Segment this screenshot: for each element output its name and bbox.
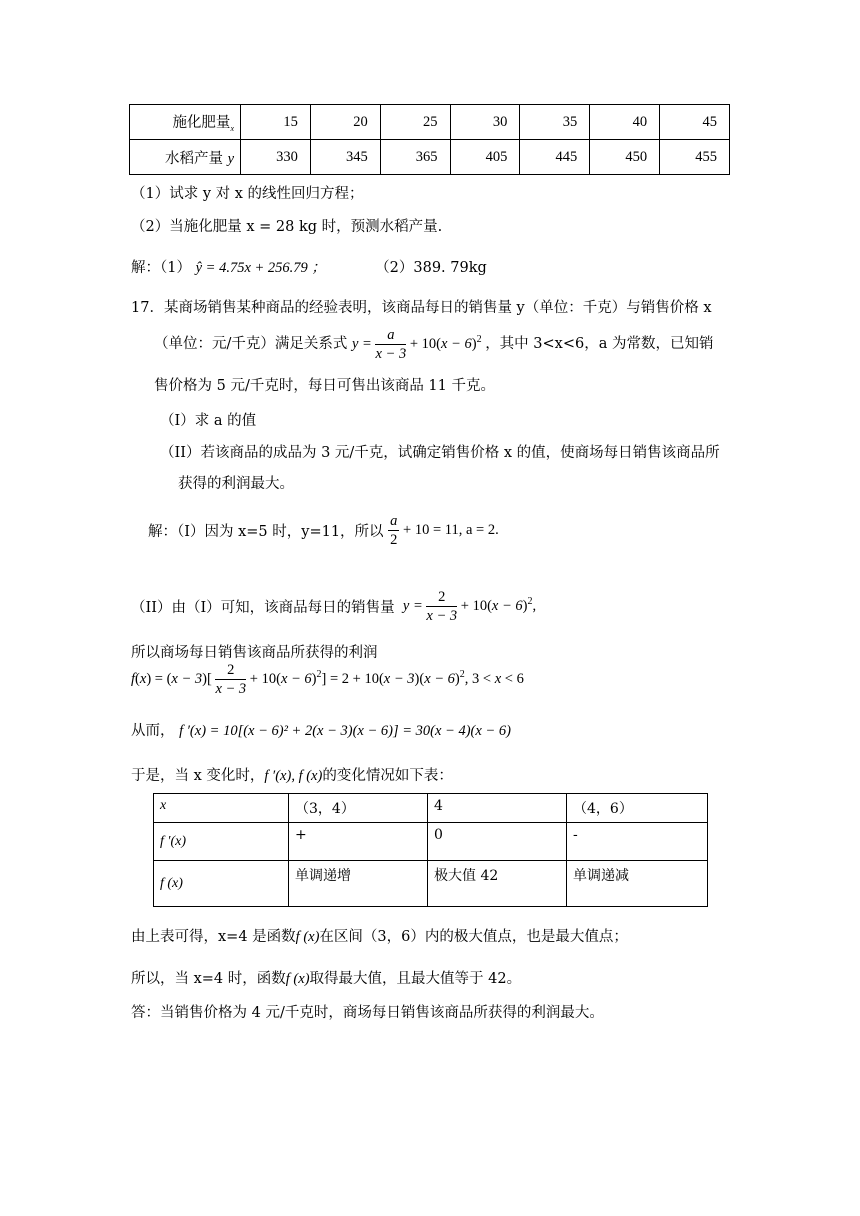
table-cell: 450	[590, 140, 660, 175]
table-cell: 345	[310, 140, 380, 175]
table-cell: （4，6）	[567, 794, 708, 823]
profit-text: 所以商场每日销售该商品所获得的利润	[131, 645, 378, 661]
table-cell: 单调递减	[567, 861, 708, 907]
table-cell: 25	[380, 105, 450, 140]
table-cell: -	[567, 823, 708, 861]
problem-17-part-I: （I）求 a 的值	[160, 413, 257, 429]
row-label-fertilizer: 施化肥量$_x$	[130, 105, 241, 140]
table-intro: 于是，当 x 变化时，f ′(x), f (x)的变化情况如下表：	[131, 768, 453, 784]
table-cell: 4	[428, 794, 567, 823]
table-cell: 单调递增	[289, 861, 428, 907]
table-cell: 35	[520, 105, 590, 140]
problem-17-part-II-1: （II）若该商品的成品为 3 元/千克，试确定销售价格 x 的值，使商场每日销售该商品所	[160, 445, 720, 461]
question-1: （1）试求 y 对 x 的线性回归方程；	[131, 186, 364, 202]
conclusion-2: 所以，当 x=4 时，函数f (x)取得最大值，且最大值等于 42。	[131, 971, 522, 987]
conclusion-1: 由上表可得，x=4 是函数f (x)在区间（3，6）内的极大值点，也是最大值点；	[131, 929, 628, 945]
row-label-yield: 水稻产量 y	[130, 140, 241, 175]
solution-I: 解：（I）因为 x=5 时，y=11，所以 $\frac{a}{2}$ + 10 = 11, a = 2.	[148, 513, 499, 548]
monotonicity-table	[153, 793, 708, 907]
table-cell: 455	[660, 140, 730, 175]
table-cell: f ′(x)	[154, 823, 289, 861]
solution-II: （II）由（I）可知，该商品每日的销售量 y = $\frac{2}{x - 3}$ + $10(x - 6)^2$,	[131, 589, 537, 624]
derivative-line: 从而， f ′(x) = 10[(x − 6)² + 2(x − 3)(x − 6)] = 30(x − 4)(x − 6)	[131, 723, 511, 739]
table-cell: 405	[450, 140, 520, 175]
table-cell: x	[154, 794, 289, 823]
question-2: （2）当施化肥量 x = 28 kg 时，预测水稻产量.	[131, 219, 443, 235]
table-cell: 365	[380, 140, 450, 175]
fertilizer-yield-table	[129, 104, 730, 175]
table-cell: 30	[450, 105, 520, 140]
table-row	[154, 823, 708, 861]
table-cell: 20	[310, 105, 380, 140]
profit-formula: f(x) = (x − 3)[ $\frac{2}{x - 3}$ + $10(x - 6)^2] = 2 + 10(x - 3)(x - 6)^2$, 3 < x < 6	[131, 662, 524, 697]
table-cell: 15	[241, 105, 311, 140]
table-row	[154, 861, 708, 907]
problem-17-part-II-2: 获得的利润最大。	[178, 476, 294, 492]
table-cell: f (x)	[154, 861, 289, 907]
table-cell: 40	[590, 105, 660, 140]
final-answer: 答：当销售价格为 4 元/千克时，商场每日销售该商品所获得的利润最大。	[131, 1005, 604, 1021]
problem-17-line1: 17．某商场销售某种商品的经验表明，该商品每日的销售量 y（单位：千克）与销售价格 x	[131, 300, 712, 316]
table-cell: 330	[241, 140, 311, 175]
table-row	[130, 140, 730, 175]
table-cell: 0	[428, 823, 567, 861]
table-cell: 45	[660, 105, 730, 140]
relation-formula: y = $\frac{a}{x - 3}$ + $10(x - 6)^2$	[352, 327, 482, 362]
table-cell: 极大值 42	[428, 861, 567, 907]
table-row	[130, 105, 730, 140]
table-cell: +	[289, 823, 428, 861]
answer-16: 解：（1） ŷ = 4.75x + 256.79 ； （2）389. 79kg	[131, 260, 487, 276]
problem-17-line2: （单位：元/千克）满足关系式 y = $\frac{a}{x - 3}$ + $10(x - 6)^2$ ，其中 3<x<6，a 为常数，已知销	[154, 327, 714, 362]
problem-17-line3: 售价格为 5 元/千克时，每日可售出该商品 11 千克。	[154, 378, 495, 394]
table-row	[154, 794, 708, 823]
table-cell: 445	[520, 140, 590, 175]
table-cell: （3，4）	[289, 794, 428, 823]
